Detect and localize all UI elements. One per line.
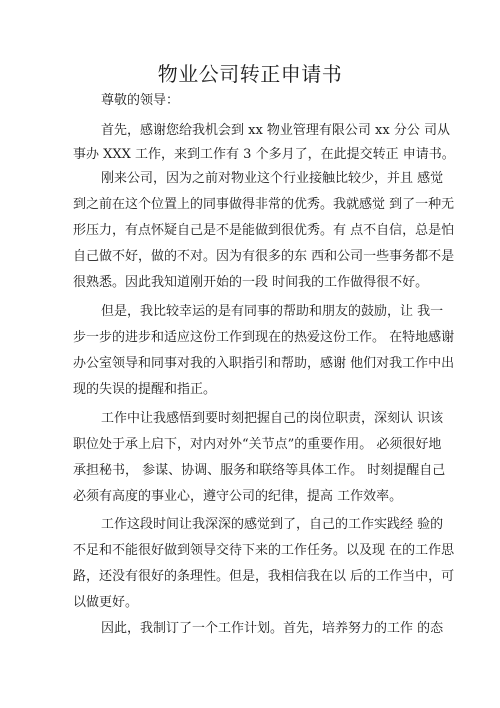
paragraph-5-line-4: 以做更好。 (73, 595, 139, 610)
paragraph-3-line-4: 现的失误的提醒和指正。 (73, 382, 217, 397)
paragraph-4-line-2: 职位处于承上启下，对内对外“关节点”的重要作用。 必须很好地 (73, 437, 442, 452)
document-title: 物业公司转正申请书 (157, 62, 343, 86)
paragraph-4-line-1: 工作中让我感悟到要时刻把握自己的岗位职责，深刻认 识该 (101, 411, 444, 426)
paragraph-4-line-4: 必须有高度的事业心，遵守公司的纪律，提高 工作效率。 (73, 489, 403, 504)
paragraph-5-line-3: 路，还没有很好的条理性。但是，我相信我在以 后的工作当中，可 (73, 569, 455, 584)
paragraph-2-line-2: 到之前在这个位置上的同事做得非常的优秀。我就感觉 到了一种无 (73, 197, 455, 212)
paragraph-2-line-4: 自己做不好，做的不对。因为有很多的东 西和公司一些事务都不是 (73, 249, 455, 264)
paragraph-1-line-1: 首先，感谢您给我机会到 xx 物业管理有限公司 xx 分公 司从 (101, 123, 450, 138)
paragraph-3-line-1: 但是，我比较幸运的是有同事的帮助和朋友的鼓励，让 我一 (101, 304, 444, 319)
salutation: 尊敬的领导： (101, 93, 180, 108)
paragraph-2-line-5: 很熟悉。因此我知道刚开始的一段 时间我的工作做得很不好。 (73, 275, 429, 290)
paragraph-1-line-2: 事办 XXX 工作，来到工作有 3 个多月了，在此提交转正 申请书。 (73, 147, 455, 162)
paragraph-3-line-2: 步一步的进步和适应这份工作到现在的热爱这份工作。 在特地感谢 (73, 330, 455, 345)
paragraph-2-line-1: 刚来公司，因为之前对物业这个行业接触比较少，并且 感觉 (101, 171, 444, 186)
paragraph-2-line-3: 形压力，有点怀疑自己是不是能做到很优秀。有 点不自信，总是怕 (73, 223, 455, 238)
paragraph-5-line-1: 工作这段时间让我深深的感觉到了，自己的工作实践经 验的 (101, 517, 444, 532)
paragraph-5-line-2: 不足和不能很好做到领导交待下来的工作任务。以及现 在的工作思 (73, 543, 455, 558)
paragraph-4-line-3: 承担秘书， 参谋、协调、服务和联络等具体工作。 时刻提醒自己 (73, 463, 446, 478)
paragraph-6-line-1: 因此，我制订了一个工作计划。首先，培养努力的工作 的态 (101, 621, 444, 636)
paragraph-3-line-3: 办公室领导和同事对我的入职指引和帮助，感谢 他们对我工作中出 (73, 356, 455, 371)
